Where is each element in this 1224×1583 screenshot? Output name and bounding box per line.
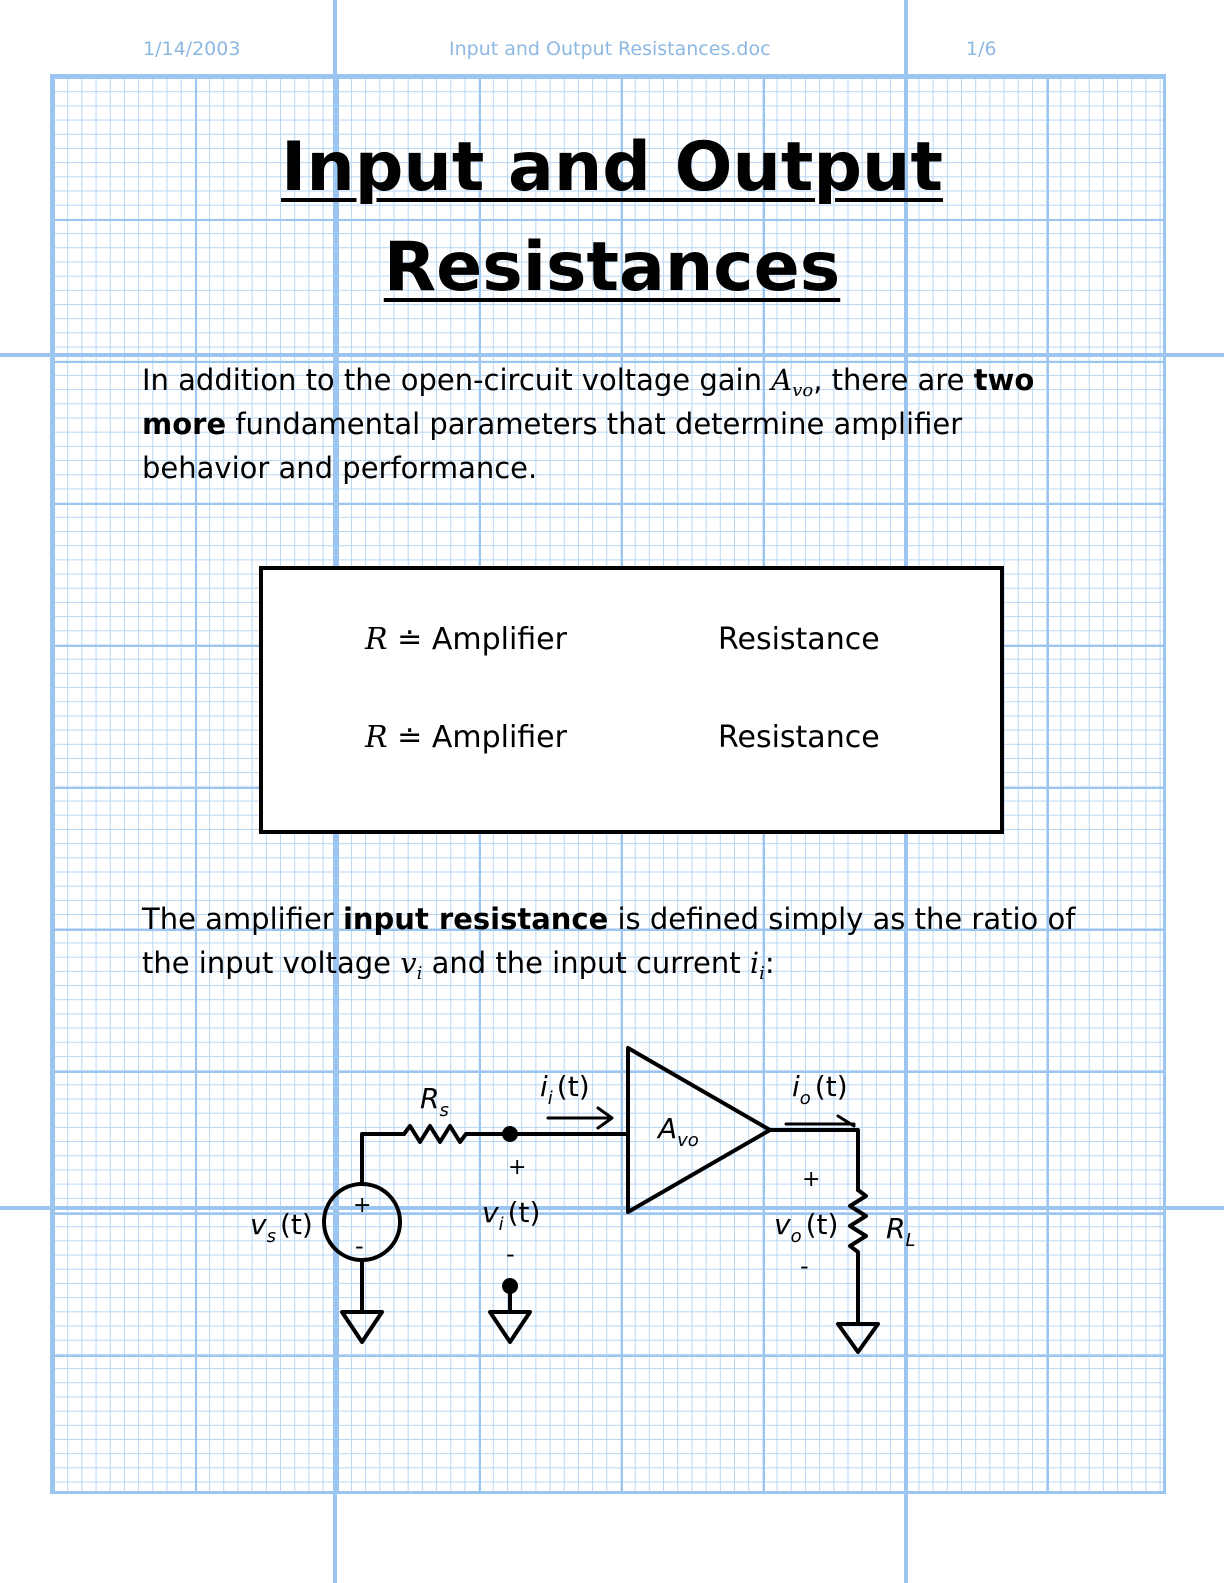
rl-subscript: L [905,1230,916,1251]
page-title-line1: Input and Output [281,128,943,207]
input-current-arrow [548,1108,612,1128]
vi-subscript: i [498,1214,504,1235]
definition-row-1-resistance: Resistance [718,622,880,657]
input-text-4: : [764,946,775,980]
io-subscript: o [799,1088,811,1109]
amplifier-triangle [628,1048,770,1212]
io-argument: (t) [814,1070,848,1103]
definition-row-2 [365,720,567,755]
vs-label: v [250,1208,267,1241]
header-date: 1/14/2003 [143,38,241,60]
intro-text-2: , there are [813,363,974,397]
source-plus-sign: + [353,1193,372,1218]
rl-label: R [886,1212,906,1245]
definition-symbol: R [365,720,388,755]
intro-bold-two-more: two more [142,363,1035,441]
ground-icon [490,1312,530,1342]
intro-text-3: fundamental parameters that determine amplifier behavior and performance. [142,407,963,485]
input-resistance-paragraph [142,897,1092,985]
intro-text-1: In addition to the open-circuit voltage gain [142,363,772,397]
definition-box [259,566,1004,834]
resistor-rs-symbol [404,1126,466,1142]
input-voltage-symbol: v [400,946,417,980]
gain-subscript: vo [792,380,814,401]
vo-minus-sign: - [800,1252,809,1280]
definition-relation: ≐ [397,622,423,657]
vs-argument: (t) [279,1208,313,1241]
ii-label: i [540,1070,548,1103]
input-terminal-dot [502,1278,518,1294]
input-node-dot [502,1126,518,1142]
vs-subscript: s [266,1226,276,1247]
svg-text:io(t) [792,1070,848,1109]
input-text-1: The amplifier [142,902,343,936]
svg-text:vi(t) [482,1196,540,1235]
svg-text:ii(t) [540,1070,590,1109]
svg-text:Avo [656,1112,699,1151]
definition-symbol: R [365,622,388,657]
vi-argument: (t) [507,1196,541,1229]
vo-plus-sign: + [802,1167,821,1192]
rs-label: R [420,1082,440,1115]
svg-text:vs(t) [250,1208,313,1247]
definition-word-amplifier: Amplifier [431,720,567,755]
definition-word-amplifier: Amplifier [431,622,567,657]
page-title-line2: Resistances [383,228,841,307]
wire-source-to-rs [362,1134,404,1184]
vi-minus-sign: - [506,1240,515,1268]
amp-gain-subscript: vo [677,1130,699,1151]
ground-icon [342,1312,382,1342]
vo-argument: (t) [805,1208,839,1241]
source-minus-sign: - [355,1232,364,1260]
margin-line-top [0,353,1224,357]
gain-symbol: A [771,363,793,397]
input-text-3: and the input current [422,946,750,980]
ground-icon [838,1324,878,1352]
amp-gain-label: A [658,1112,678,1145]
svg-text:Rs [420,1082,449,1121]
svg-text:vo(t) [774,1208,838,1247]
vo-subscript: o [790,1226,802,1247]
definition-row-1 [365,622,567,657]
output-current-arrow [786,1116,854,1126]
vi-label: v [482,1196,499,1229]
input-current-subscript: i [759,963,765,984]
definition-row-2-resistance: Resistance [718,720,880,755]
io-label: i [792,1070,800,1103]
vi-plus-sign: + [508,1155,527,1180]
svg-text:RL [886,1212,916,1251]
input-bold-term: input resistance [342,902,609,936]
ii-argument: (t) [556,1070,590,1103]
rs-subscript: s [439,1100,449,1121]
input-voltage-subscript: i [416,963,423,984]
intro-paragraph [142,358,1082,490]
amplifier-circuit-diagram [230,1040,950,1360]
ii-subscript: i [547,1088,553,1109]
definition-relation: ≐ [397,720,423,755]
header-filename: Input and Output Resistances.doc [449,38,771,60]
vo-label: v [774,1208,791,1241]
resistor-rl-symbol [850,1190,866,1302]
input-text-2: is defined simply as the ratio of the input voltage [142,902,1076,980]
header-page-number: 1/6 [966,38,997,60]
input-current-symbol: i [749,946,760,980]
